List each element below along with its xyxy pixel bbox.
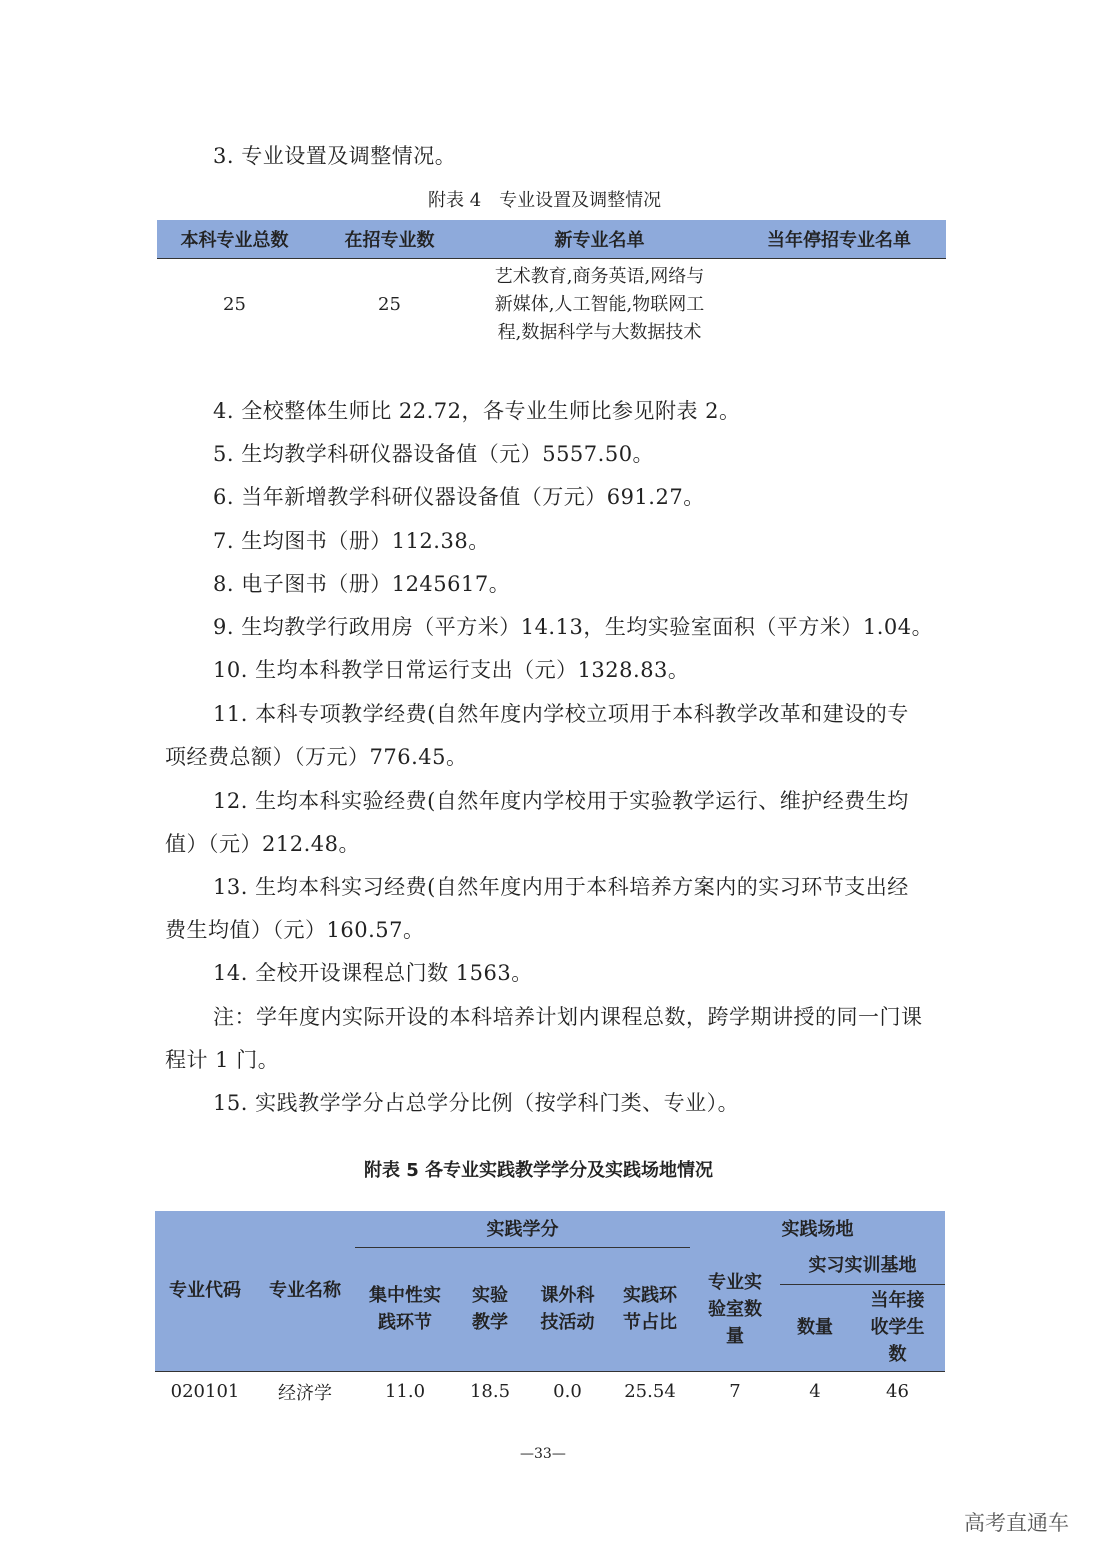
item-14: 14. 全校开设课程总门数 1563。 xyxy=(213,961,533,985)
header-line: 教学 xyxy=(472,1312,508,1334)
item-12: 12. 生均本科实验经费(自然年度内学校用于实验教学运行、维护经费生均 xyxy=(213,789,909,813)
table5-header-concentrated xyxy=(355,1248,455,1372)
table5-header-code: 专业代码 xyxy=(155,1211,255,1371)
header-line: 当年接 xyxy=(870,1290,925,1311)
table5-header-sites: 实践场地 xyxy=(690,1211,945,1248)
table5-cell-name: 经济学 xyxy=(278,1382,332,1404)
item-4: 4. 全校整体生师比 22.72，各专业生师比参见附表 2。 xyxy=(213,399,741,423)
table5-caption: 附表 5 各专业实践教学学分及实践场地情况 xyxy=(364,1160,714,1181)
table5-header-labs xyxy=(690,1248,780,1372)
watermark-text: 高考直通车 xyxy=(964,1511,1069,1535)
table5-header-ratio xyxy=(610,1248,690,1372)
header-line: 集中性实 xyxy=(369,1285,441,1307)
item-6: 6. 当年新增教学科研仪器设备值（万元）691.27。 xyxy=(213,485,705,509)
table5 xyxy=(155,1211,945,1412)
table4 xyxy=(157,220,946,351)
table5-cell-bases: 4 xyxy=(809,1381,821,1402)
header-line: 验室数 xyxy=(708,1298,762,1320)
section-heading-3: 3. 专业设置及调整情况。 xyxy=(213,144,457,168)
table-row xyxy=(155,1371,945,1412)
table5-cell-concentrated: 11.0 xyxy=(384,1381,426,1402)
table5-header-count: 数量 xyxy=(780,1284,850,1371)
header-line: 专业实 xyxy=(708,1271,762,1293)
table4-header-stopped: 当年停招专业名单 xyxy=(732,220,946,259)
table4-header-new: 新专业名单 xyxy=(467,220,732,259)
header-line: 课外科 xyxy=(540,1285,595,1307)
table4-cell-enrolling: 25 xyxy=(378,294,401,315)
table5-header-experiment xyxy=(455,1248,525,1372)
new-majors-line: 艺术教育,商务英语,网络与 xyxy=(494,266,705,287)
item-8: 8. 电子图书（册）1245617。 xyxy=(213,572,511,596)
table5-cell-code: 020101 xyxy=(170,1381,240,1402)
item-11-cont: 项经费总额）（万元）776.45。 xyxy=(165,745,468,769)
table-row xyxy=(157,259,946,352)
item-12-cont: 值）（元）212.48。 xyxy=(165,832,360,856)
table5-header-name: 专业名称 xyxy=(255,1211,355,1371)
item-11: 11. 本科专项教学经费(自然年度内学校立项用于本科教学改革和建设的专 xyxy=(213,702,909,726)
table4-cell-total: 25 xyxy=(223,294,246,315)
header-line: 践环节 xyxy=(378,1312,432,1334)
header-line: 实践环 xyxy=(623,1285,677,1307)
table4-caption: 附表 4 专业设置及调整情况 xyxy=(428,190,662,211)
table4-header-enrolling: 在招专业数 xyxy=(312,220,467,259)
table5-cell-students: 46 xyxy=(886,1381,909,1402)
item-13: 13. 生均本科实习经费(自然年度内用于本科培养方案内的实习环节支出经 xyxy=(213,875,909,899)
item-9: 9. 生均教学行政用房（平方米）14.13，生均实验室面积（平方米）1.04。 xyxy=(213,615,934,639)
header-line: 节占比 xyxy=(623,1312,677,1334)
header-line: 数 xyxy=(888,1344,907,1365)
item-10: 10. 生均本科教学日常运行支出（元）1328.83。 xyxy=(213,658,690,682)
header-line: 技活动 xyxy=(540,1312,595,1334)
new-majors-line: 程,数据科学与大数据技术 xyxy=(497,322,702,343)
item-15: 15. 实践教学学分占总学分比例（按学科门类、专业）。 xyxy=(213,1091,740,1115)
item-7: 7. 生均图书（册）112.38。 xyxy=(213,529,490,553)
header-line: 量 xyxy=(726,1325,744,1347)
table5-cell-labs: 7 xyxy=(729,1381,741,1402)
table5-header-extracurricular xyxy=(525,1248,610,1372)
table5-cell-experiment: 18.5 xyxy=(469,1381,511,1402)
table5-header-students xyxy=(850,1284,945,1371)
table5-cell-ratio: 25.54 xyxy=(624,1381,676,1402)
table4-header-total: 本科专业总数 xyxy=(157,220,312,259)
item-13-cont: 费生均值）（元）160.57。 xyxy=(165,918,425,942)
table5-header-credits: 实践学分 xyxy=(355,1211,690,1248)
table5-cell-extracurricular: 0.0 xyxy=(553,1381,582,1402)
page-number: —33— xyxy=(520,1446,566,1462)
header-line: 实验 xyxy=(472,1285,508,1307)
header-line: 收学生 xyxy=(870,1317,925,1338)
note: 注：学年度内实际开设的本科培养计划内课程总数，跨学期讲授的同一门课 xyxy=(213,1005,923,1029)
note-cont: 程计 1 门。 xyxy=(165,1048,280,1072)
table5-header-base: 实习实训基地 xyxy=(780,1248,945,1285)
item-5: 5. 生均教学科研仪器设备值（元）5557.50。 xyxy=(213,442,655,466)
new-majors-line: 新媒体,人工智能,物联网工 xyxy=(494,294,705,315)
table4-cell-new xyxy=(467,259,732,352)
table4-cell-stopped xyxy=(732,259,946,352)
